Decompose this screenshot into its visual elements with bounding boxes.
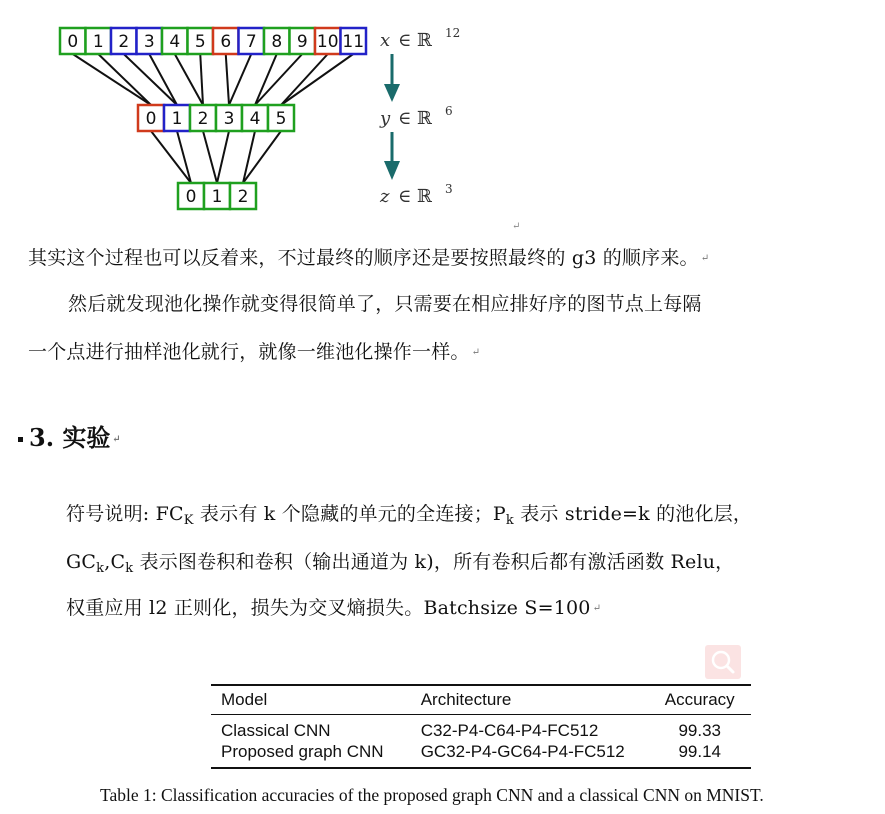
node-label: 3 xyxy=(223,109,235,129)
node-label: 2 xyxy=(237,187,249,207)
heading-bullet xyxy=(18,437,23,442)
para-mark: ↵ xyxy=(700,253,710,264)
table-header-row xyxy=(211,685,751,715)
table-row xyxy=(211,715,751,742)
cell-accuracy: 99.33 xyxy=(678,721,721,740)
results-table xyxy=(211,684,751,769)
label-z xyxy=(379,182,453,207)
col-model-header: Model xyxy=(211,685,411,715)
svg-text:6: 6 xyxy=(445,104,453,118)
label-y xyxy=(379,104,453,129)
col-architecture-header: Architecture xyxy=(411,685,659,715)
cell-accuracy: 99.14 xyxy=(658,741,751,768)
para-mark: ↵ xyxy=(471,347,481,358)
connection-line xyxy=(229,54,251,105)
arrow-down-icon xyxy=(384,84,400,102)
connection-line xyxy=(73,54,151,105)
node-label: 6 xyxy=(220,32,232,52)
section-heading xyxy=(18,418,121,453)
node-label: 11 xyxy=(342,32,365,52)
connection-line xyxy=(203,131,217,183)
node-label: 7 xyxy=(245,32,257,52)
svg-text:3: 3 xyxy=(445,182,453,196)
connection-line xyxy=(149,54,177,105)
notation-sub: k xyxy=(125,561,134,576)
connection-line xyxy=(175,54,203,105)
node-label: 1 xyxy=(92,32,104,52)
connection-line xyxy=(226,54,229,105)
node-label: 0 xyxy=(185,187,197,207)
para-mark: ↵ xyxy=(592,603,602,614)
notation-sub: K xyxy=(183,513,194,528)
paragraph-1 xyxy=(28,246,709,271)
connection-line xyxy=(255,54,277,105)
svg-text:x: x xyxy=(380,30,391,51)
notation-line-3 xyxy=(66,596,601,621)
notation-line-1 xyxy=(66,502,752,533)
node-label: 0 xyxy=(67,32,79,52)
node-label: 5 xyxy=(194,32,206,52)
paragraph-2-text-1: 然后就发现池化操作就变得很简单了，只需要在相应排好序的图节点上每隔 xyxy=(68,293,702,315)
node-label: 2 xyxy=(118,32,130,52)
heading-number: 3. xyxy=(29,423,55,452)
heading-title: 实验 xyxy=(62,423,111,452)
notation-sub: k xyxy=(96,561,105,576)
notation-sub: k xyxy=(505,513,514,528)
node-label: 3 xyxy=(143,32,155,52)
node-label: 8 xyxy=(271,32,283,52)
connection-line xyxy=(281,54,328,105)
node-label: 9 xyxy=(296,32,308,52)
notation-text: 表示有 k 个隐藏的单元的全连接；P xyxy=(193,503,506,525)
notation-text: 符号说明: FC xyxy=(66,503,184,525)
notation-text: GC xyxy=(66,551,97,573)
cell-model: Classical CNN xyxy=(221,721,331,740)
paragraph-1-text: 其实这个过程也可以反着来，不过最终的顺序还是要按照最终的 g3 的顺序来。 xyxy=(28,247,699,269)
pooling-diagram xyxy=(0,0,885,232)
para-mark: ↵ xyxy=(112,434,121,445)
svg-text:∈ ℝ: ∈ ℝ xyxy=(398,108,433,129)
node-label: 2 xyxy=(197,109,209,129)
cell-architecture: GC32-P4-GC64-P4-FC512 xyxy=(411,741,659,768)
connection-line xyxy=(217,131,229,183)
notation-text: ,C xyxy=(104,551,126,573)
para-mark: ↵ xyxy=(512,221,521,232)
node-label: 4 xyxy=(249,109,261,129)
paragraph-2-line-2 xyxy=(28,340,480,365)
node-label: 10 xyxy=(316,32,339,52)
cell-architecture: C32-P4-C64-P4-FC512 xyxy=(420,721,599,740)
table-row xyxy=(211,741,751,768)
svg-text:y: y xyxy=(380,108,391,129)
node-label: 1 xyxy=(211,187,223,207)
cell-model: Proposed graph CNN xyxy=(211,741,411,768)
node-boxes xyxy=(60,28,366,209)
table-caption: Table 1: Classification accuracies of the proposed graph CNN and a classical CNN on MNIST. xyxy=(100,785,764,805)
node-label: 5 xyxy=(275,109,287,129)
connection-line xyxy=(255,54,302,105)
svg-text:∈ ℝ: ∈ ℝ xyxy=(398,30,433,51)
paragraph-2-line-1 xyxy=(68,292,702,316)
notation-text: 权重应用 l2 正则化，损失为交叉熵损失。Batchsize S=100 xyxy=(66,597,591,619)
connection-line xyxy=(281,54,353,105)
node-label: 0 xyxy=(145,109,157,129)
notation-line-2 xyxy=(66,550,734,581)
connection-line xyxy=(98,54,151,105)
paragraph-2-text-2: 一个点进行抽样池化就行，就像一维池化操作一样。 xyxy=(28,341,470,363)
node-label: 4 xyxy=(169,32,181,52)
svg-text:12: 12 xyxy=(445,26,461,40)
notation-text: 表示图卷积和卷积（输出通道为 k)，所有卷积后都有激活函数 Relu， xyxy=(133,551,735,573)
connection-line xyxy=(124,54,177,105)
node-label: 1 xyxy=(171,109,183,129)
label-x xyxy=(380,26,460,51)
notation-text: 表示 stride=k 的池化层， xyxy=(513,503,753,525)
svg-text:∈ ℝ: ∈ ℝ xyxy=(398,186,433,207)
connection-line xyxy=(200,54,203,105)
image-search-button[interactable] xyxy=(705,645,741,679)
search-icon xyxy=(705,645,741,679)
col-accuracy-header: Accuracy xyxy=(658,685,751,715)
arrow-down-icon xyxy=(384,161,400,180)
svg-text:z: z xyxy=(380,186,390,207)
